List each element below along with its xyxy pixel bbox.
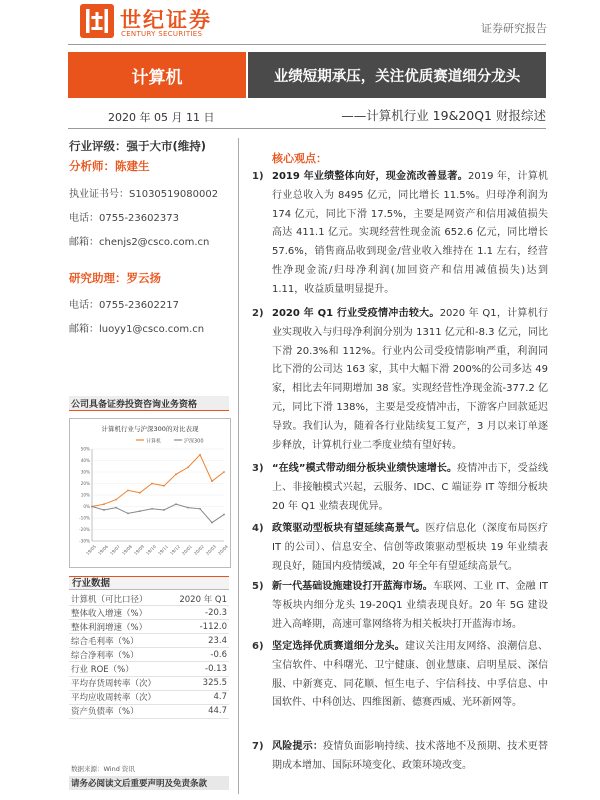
item-number: 6) <box>252 641 264 652</box>
item-text: 疫情负面影响持续、技术落地不及预期、技术更替期成本增加、国际环境变化、政策环境改变。 <box>272 741 549 771</box>
data-point <box>151 508 153 510</box>
row-value: 2020 年 Q1 <box>170 592 229 606</box>
legend-label: 沪深300 <box>184 438 204 445</box>
data-point <box>115 499 117 501</box>
item-lead: 政策驱动型板块有望延续高景气。 <box>272 523 426 534</box>
data-point <box>115 507 117 509</box>
row-label: 平均应收周转率（次） <box>69 690 170 704</box>
series-line <box>92 504 224 522</box>
core-item <box>252 578 548 634</box>
item-text: 2020 年 Q1，计算机行业实现收入与归母净利润分别为 1311 亿元和-8.3 亿元，同比下滑 20.3%和 112%。行业内公司受疫情影响严重，利润同比下滑的公司达 163 家，其中大幅下滑 200%的公司多达 49 家，相比去年同期增加 38 家。实现经营性净现金流-377.2 亿元，同比下滑 138%，主要是受疫情冲击，下游客户回款延迟导致。我们认为，随着各行业陆续复工复产，3 月以来订单逐步释放，计算机行业二季度业绩有望好转。 <box>272 308 548 451</box>
chart-svg <box>70 419 230 567</box>
row-value: 23.4 <box>170 634 229 648</box>
data-point <box>199 508 201 510</box>
header-divider <box>68 44 546 45</box>
chart-title: 计算机行业与沪深300的对比表现 <box>101 425 199 433</box>
x-tick-label: 20/02 <box>192 543 205 556</box>
brand-name-cn: 世纪证券 <box>120 8 212 32</box>
item-text: 疫情冲击下，受益线上、非接触模式兴起，云服务、IDC、C 端证券 IT 等细分板块 20 年 Q1 业绩表现优异。 <box>272 463 548 512</box>
company-logo <box>80 4 114 38</box>
analyst-cert: 执业证书号：S1030519080002 <box>69 189 219 200</box>
report-type: 证券研究报告 <box>481 22 547 35</box>
y-tick-label: -20% <box>79 527 90 532</box>
x-tick-label: 19/06 <box>96 543 109 556</box>
data-point <box>151 483 153 485</box>
table-row <box>69 634 229 648</box>
item-lead: 2019 年业绩整体向好，现金流改善显著。 <box>272 171 468 182</box>
data-point <box>223 514 225 516</box>
core-item <box>252 638 548 713</box>
performance-chart <box>69 418 231 568</box>
industry-rating: 行业评级：强于大市(维持) <box>69 139 207 153</box>
data-point <box>163 485 165 487</box>
disclaimer-text[interactable]: 请务必阅读文后重要声明及免责条款 <box>71 779 208 789</box>
core-item <box>252 520 548 576</box>
data-point <box>139 492 141 494</box>
item-lead: 坚定选择优质赛道细分龙头。 <box>272 641 405 652</box>
analyst-name: 分析师：陈建生 <box>69 159 150 173</box>
data-point <box>91 506 93 508</box>
data-point <box>211 480 213 482</box>
legend-label: 计算机 <box>146 438 162 445</box>
assistant-phone: 电话：0755-23602217 <box>69 300 179 311</box>
item-lead: “在线”模式带动细分板块业绩快速增长。 <box>272 463 458 474</box>
y-tick-label: 40% <box>80 458 90 463</box>
x-tick-label: 19/10 <box>144 543 157 556</box>
data-point <box>175 503 177 505</box>
series-line <box>92 455 224 507</box>
x-tick-label: 19/08 <box>120 543 133 556</box>
y-tick-label: -30% <box>79 538 90 544</box>
table-row <box>69 648 229 662</box>
data-source: 数据来源：Wind 资讯 <box>71 765 135 773</box>
report-date: 2020 年 05 月 11 日 <box>108 111 215 124</box>
assistant-email[interactable]: 邮箱：luoyy1@csco.com.cn <box>69 324 205 335</box>
item-number: 3) <box>252 463 264 474</box>
row-value: 325.5 <box>170 676 229 690</box>
data-point <box>139 510 141 512</box>
item-text: 建议关注用友网络、浪潮信息、宝信软件、中科曙光、卫宁健康、创业慧康、启明星辰、深信服、中新赛克、同花顺、恒生电子、宇信科技、中孚信息、中国软件、中科创达、四维图新、德赛西威、光环新网等。 <box>272 641 548 709</box>
analyst-phone: 电话：0755-23602373 <box>69 213 179 224</box>
data-point <box>211 522 213 524</box>
core-item <box>252 460 548 516</box>
row-value: -0.6 <box>170 648 229 662</box>
y-tick-label: 0% <box>83 504 90 509</box>
table-row <box>69 690 229 704</box>
y-tick-label: 20% <box>80 481 90 486</box>
analyst-email[interactable]: 邮箱：chenjs2@csco.com.cn <box>69 237 210 248</box>
table-row <box>69 676 229 690</box>
industry-data-table <box>69 592 229 719</box>
y-tick-label: 10% <box>80 492 90 498</box>
item-number: 7) <box>252 741 264 752</box>
item-number: 2) <box>252 308 264 319</box>
x-tick-label: 20/01 <box>180 543 193 556</box>
column-divider <box>238 138 239 794</box>
report-subtitle: ——计算机行业 19&20Q1 财报综述 <box>341 108 546 123</box>
x-tick-label: 19/12 <box>168 543 181 556</box>
item-text: 2019 年，计算机行业总收入为 8495 亿元，同比增长 11.5%。归母净利润为 174 亿元，同比下滑 17.5%，主要是网资产和信用减值损失高达 411.1 亿元。实现经营性现金流 652.6 亿元，同比增长 57.6%，销售商品收到现金/营业收入维持在 1.1 左右，经营性净现金流/归母净利润(加回资产和信用减值损失)达到 1.11，收益质量明显提升。 <box>272 171 548 295</box>
row-value: 44.7 <box>170 704 229 718</box>
item-text: 医疗信息化（深度布局医疗 IT 的公司）、信息安全、信创等政策驱动型板块 19 年业绩表现良好，随国内疫情缓减，20 年全年有望延续高景气。 <box>272 523 549 572</box>
core-item <box>252 738 548 776</box>
core-item <box>252 168 548 300</box>
item-lead: 风险提示： <box>272 741 324 752</box>
row-label: 综合净利率（%） <box>69 648 170 662</box>
data-table-header: 行业数据 <box>69 576 229 590</box>
y-tick-label: 50% <box>80 446 90 452</box>
item-lead: 新一代基础设施建设打开蓝海市场。 <box>272 581 433 592</box>
x-tick-label: 19/05 <box>84 543 97 556</box>
x-tick-label: 19/09 <box>132 543 145 556</box>
row-value: -20.3 <box>170 606 229 620</box>
data-point <box>187 507 189 509</box>
x-tick-label: 19/07 <box>108 543 121 556</box>
data-point <box>187 467 189 469</box>
item-number: 1) <box>252 171 264 182</box>
row-value: -0.13 <box>170 662 229 676</box>
y-tick-label: -10% <box>79 515 90 521</box>
item-number: 4) <box>252 523 264 534</box>
row-label: 整体利润增速（%） <box>69 620 170 634</box>
data-point <box>223 471 225 473</box>
row-label: 综合毛利率（%） <box>69 634 170 648</box>
table-row <box>69 620 229 634</box>
item-text: 车联网、工业 IT、金融 IT 等板块内细分龙头 19-20Q1 业绩表现良好。20 年 5G 建设进入高峰期，高速可靠网络将为相关板块打开蓝海市场。 <box>272 581 548 630</box>
sector-label: 计算机 <box>68 52 246 98</box>
data-point <box>103 509 105 511</box>
row-label: 行业 ROE（%） <box>69 662 170 676</box>
x-tick-label: 19/11 <box>156 543 169 556</box>
item-lead: 2020 年 Q1 行业受疫情冲击较大。 <box>272 308 440 319</box>
brand-name-en: CENTURY SECURITIES <box>121 30 203 38</box>
row-value: -112.0 <box>170 620 229 634</box>
data-point <box>127 513 129 515</box>
assistant-name: 研究助理：罗云扬 <box>69 271 161 285</box>
data-point <box>199 454 201 456</box>
item-number: 5) <box>252 581 264 592</box>
data-point <box>127 490 129 492</box>
table-row <box>69 662 229 676</box>
table-row <box>69 704 229 718</box>
title-divider <box>68 128 546 129</box>
report-title: 业绩短期承压，关注优质赛道细分龙头 <box>248 52 546 98</box>
row-value: 4.7 <box>170 690 229 704</box>
table-row <box>69 592 229 606</box>
row-label: 平均存货周转率（次） <box>69 676 170 690</box>
data-point <box>103 503 105 505</box>
x-tick-label: 20/03 <box>204 543 217 556</box>
data-point <box>175 473 177 475</box>
data-point <box>163 509 165 511</box>
y-tick-label: 30% <box>80 469 90 475</box>
row-label: 整体收入增速（%） <box>69 606 170 620</box>
row-label: 计算机（可比口径） <box>69 592 170 606</box>
core-heading: 核心观点： <box>272 152 327 165</box>
table-row <box>69 606 229 620</box>
core-item <box>252 305 548 455</box>
x-tick-label: 20/04 <box>216 543 229 556</box>
qualification-text: 公司具备证券投资咨询业务资格 <box>71 400 198 410</box>
row-label: 资产负债率（%） <box>69 704 170 718</box>
